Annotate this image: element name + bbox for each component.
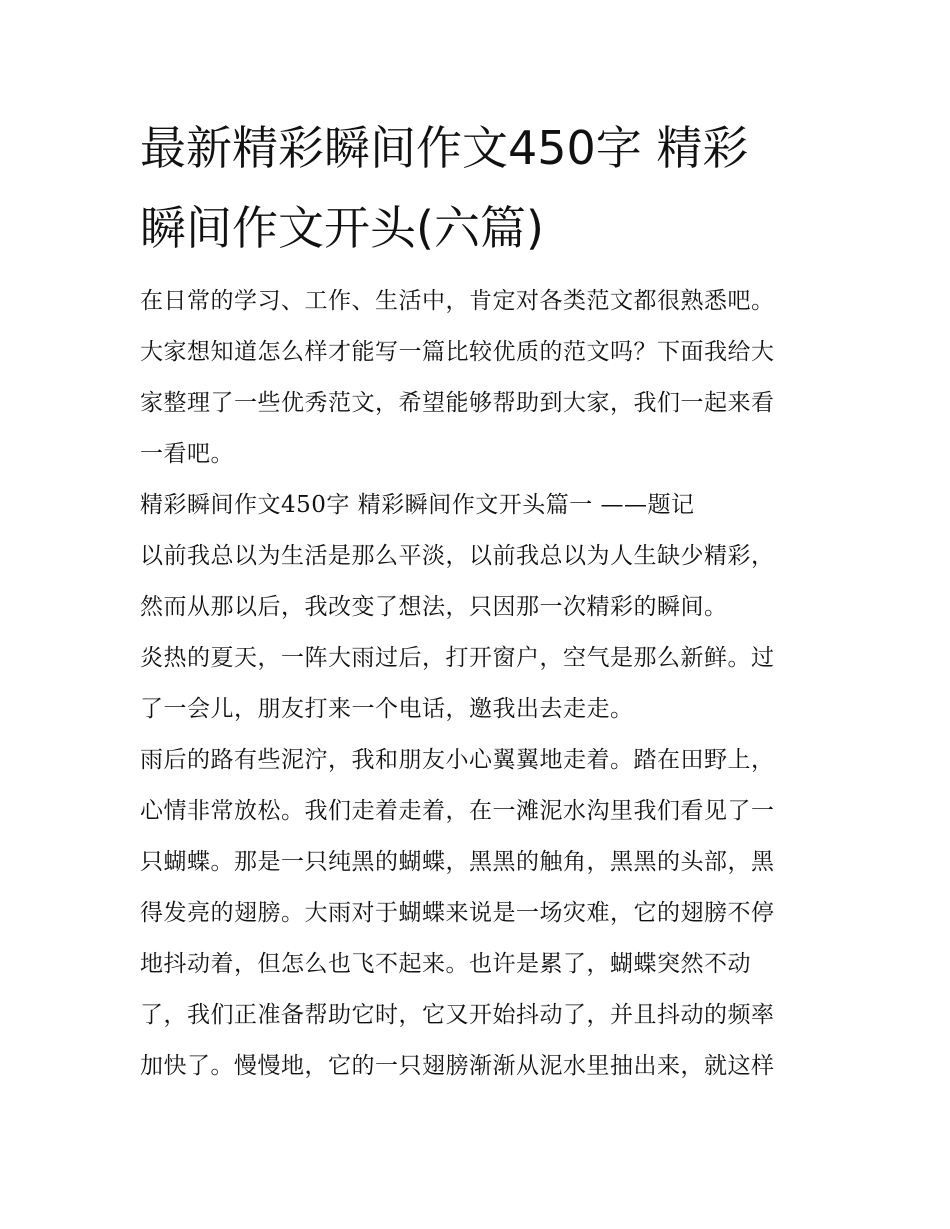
body-line: 加快了。慢慢地，它的一只翅膀渐渐从泥水里抽出来，就这样 [140,1053,775,1079]
body-line: 以前我总以为生活是那么平淡，以前我总以为人生缺少精彩， [140,543,775,569]
document-body [140,276,815,1092]
body-line: 大家想知道怎么样才能写一篇比较优质的范文吗？下面我给大 [140,339,775,365]
body-line: 一看吧。 [140,441,234,467]
title-line-2: 瞬间作文开头(六篇) [140,201,544,255]
body-line: 了，我们正准备帮助它时，它又开始抖动了，并且抖动的频率 [140,1002,775,1028]
body-line: 了一会儿，朋友打来一个电话，邀我出去走走。 [140,696,634,722]
body-line: 在日常的学习、工作、生活中，肯定对各类范文都很熟悉吧。 [140,288,775,314]
body-line: 得发亮的翅膀。大雨对于蝴蝶来说是一场灾难，它的翅膀不停 [140,900,775,926]
body-line: 地抖动着，但怎么也飞不起来。也许是累了，蝴蝶突然不动 [140,951,751,977]
section-heading: 精彩瞬间作文450字 精彩瞬间作文开头篇一 ——题记 [140,492,695,518]
title-line-1: 最新精彩瞬间作文450字 精彩 [140,121,749,175]
body-line: 炎热的夏天，一阵大雨过后，打开窗户，空气是那么新鲜。过 [140,645,775,671]
body-line: 雨后的路有些泥泞，我和朋友小心翼翼地走着。踏在田野上， [140,747,775,773]
body-line: 家整理了一些优秀范文，希望能够帮助到大家，我们一起来看 [140,390,775,416]
body-line: 心情非常放松。我们走着走着，在一滩泥水沟里我们看见了一 [140,798,775,824]
body-line: 只蝴蝶。那是一只纯黑的蝴蝶，黑黑的触角，黑黑的头部，黑 [140,849,775,875]
body-line: 然而从那以后，我改变了想法，只因那一次精彩的瞬间。 [140,594,728,620]
document-title [140,108,820,268]
